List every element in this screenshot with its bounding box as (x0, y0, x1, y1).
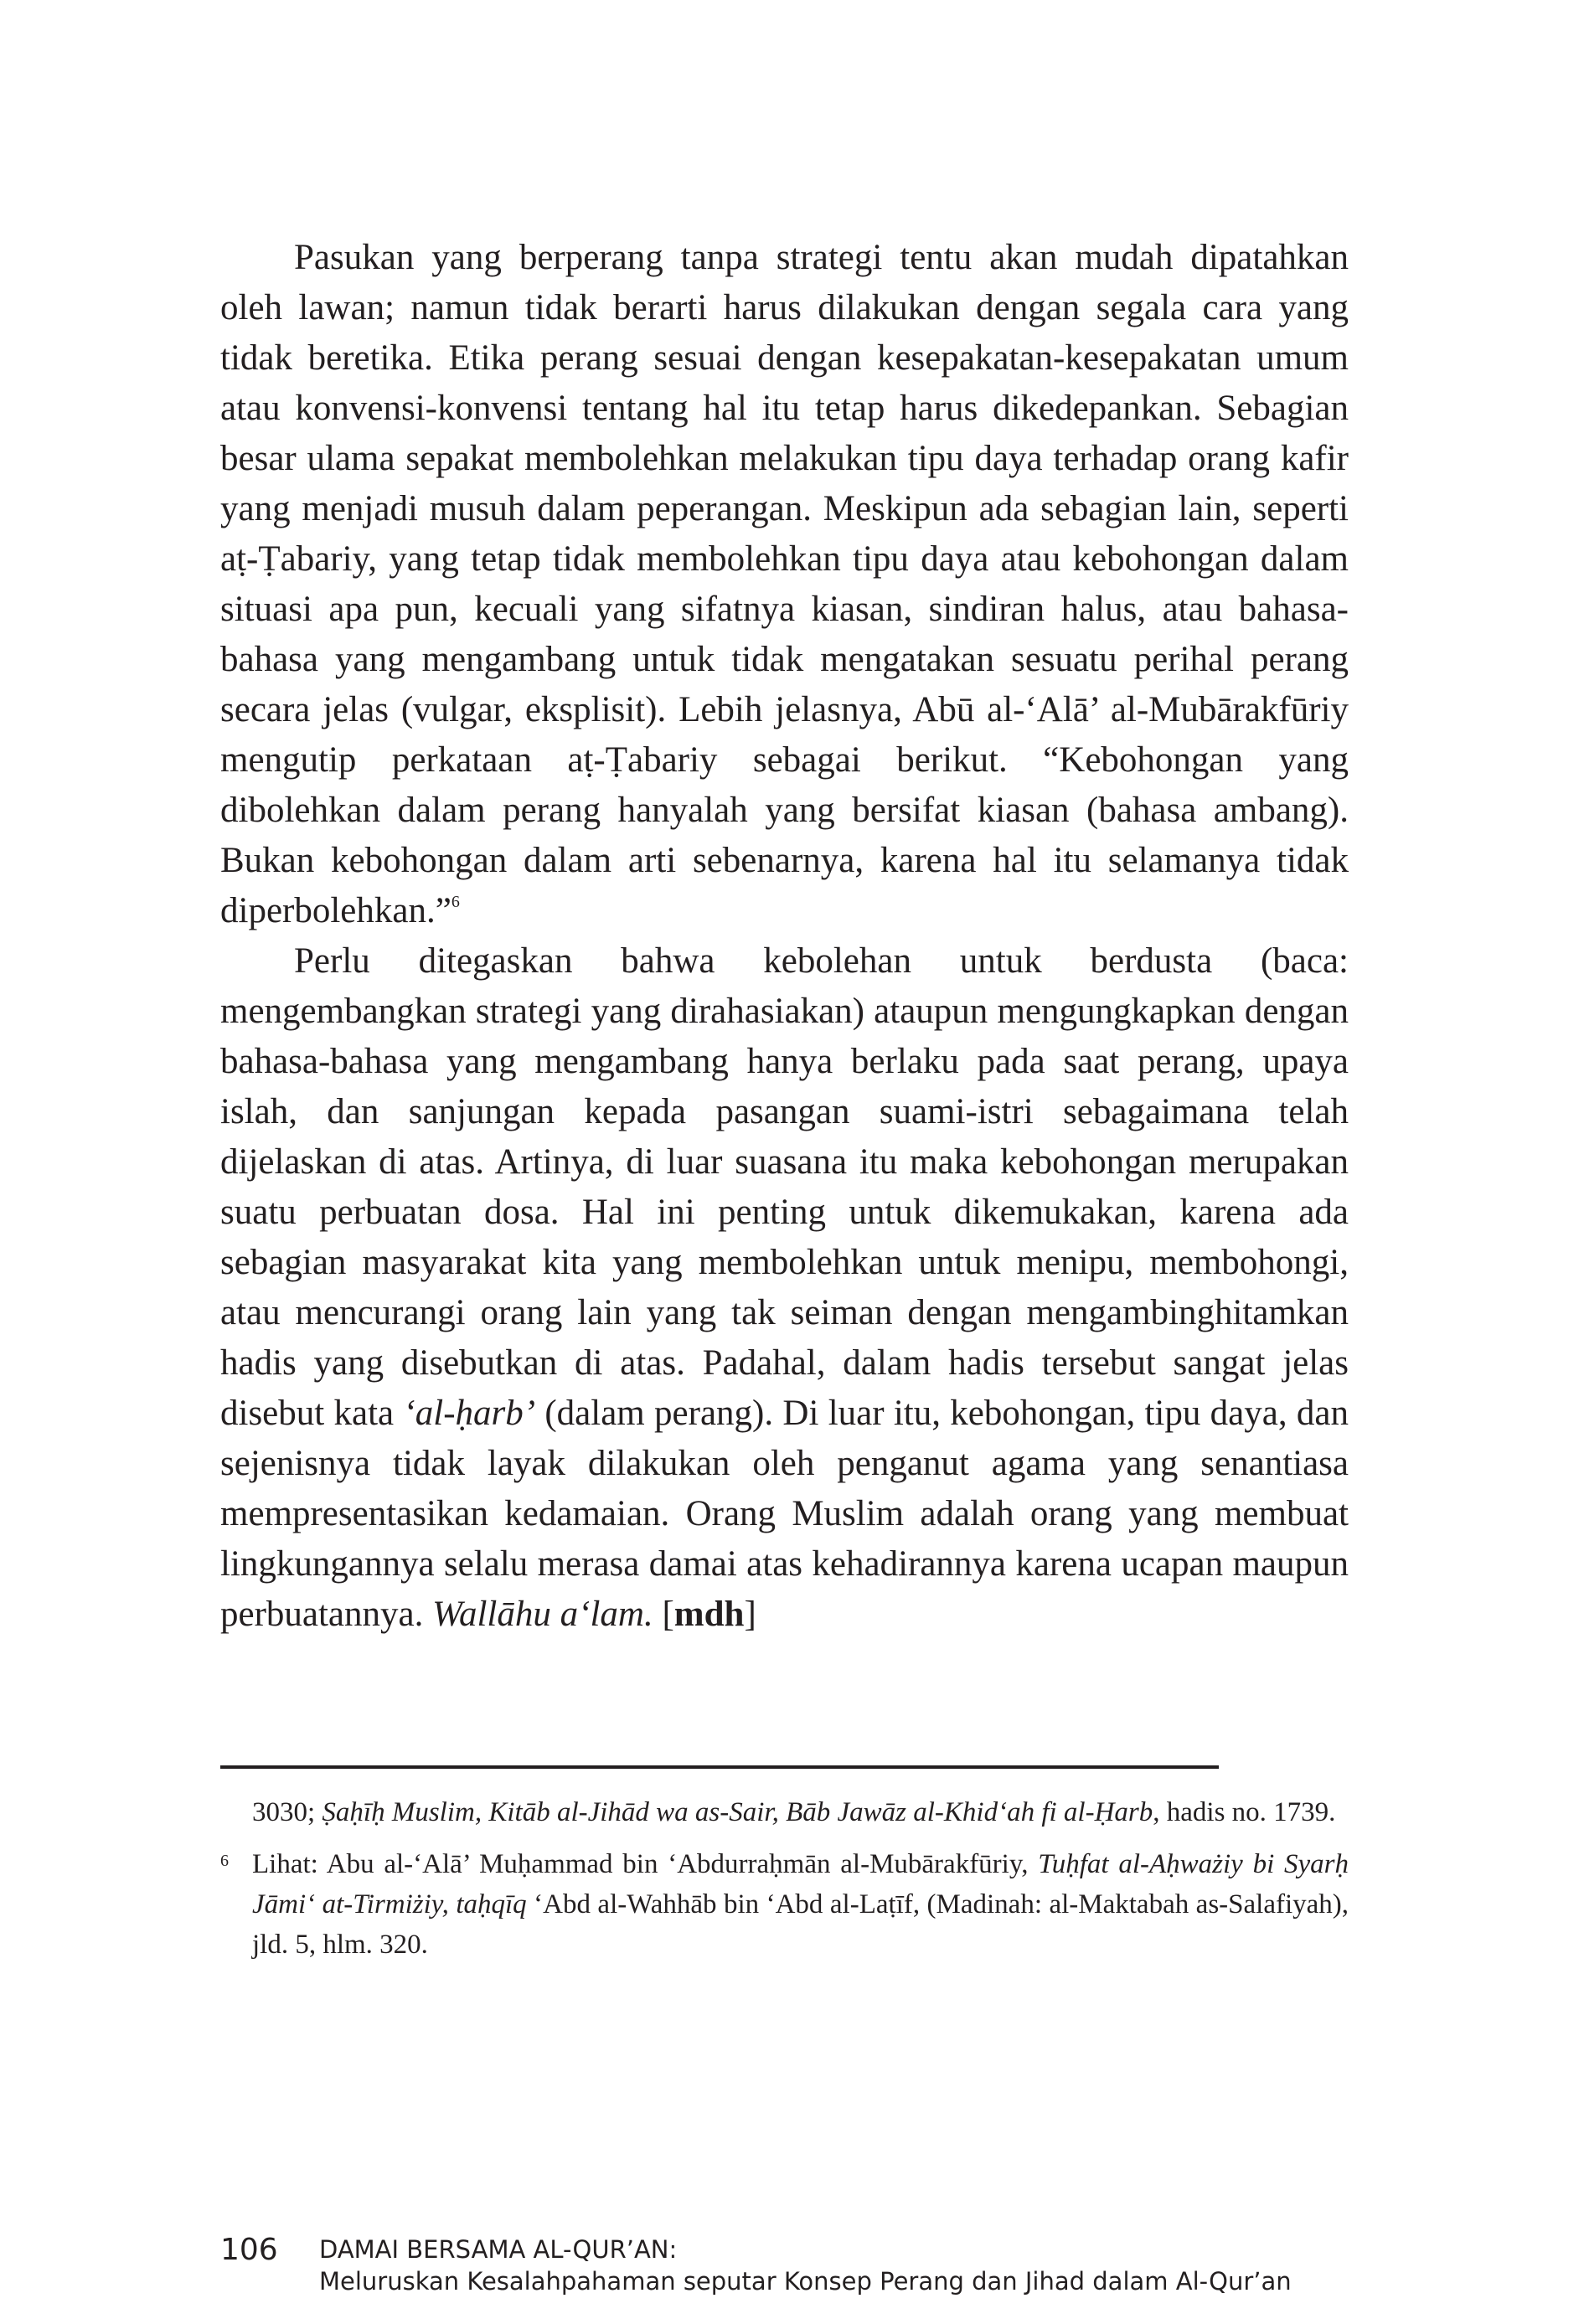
footnote-continued (220, 1792, 1349, 1832)
footnote-continued-b: , hadis no. 1739. (1153, 1797, 1336, 1827)
paragraph-1 (220, 233, 1349, 936)
term-al-harb: ‘al-ḥarb’ (403, 1394, 536, 1433)
book-title: DAMAI BERSAMA AL-QUR’AN: (319, 2235, 678, 2264)
page-number: 106 (220, 2233, 278, 2267)
footnote-6 (220, 1844, 1349, 1965)
footnote-6-text-b: ‘Abd al-Wahhāb bin ‘Abd al-Laṭīf, (Madinah: al-Maktabah as-Salafiyah), jld. 5, hlm. 320. (252, 1889, 1349, 1960)
footnote-continued-a: 3030; (252, 1797, 322, 1827)
footnote-6-text-a: Lihat: Abu al-‘Alā’ Muḥammad bin ‘Abdurraḥmān al-Mubārakfūriy, (252, 1849, 1039, 1879)
footnote-ref-6[interactable]: 6 (451, 893, 460, 911)
paragraph-2 (220, 936, 1349, 1640)
paragraph-2-text-a: Perlu ditegaskan bahwa kebolehan untuk berdusta (baca: mengembangkan strategi yang dirahasiakan) ataupun mengungkapkan dengan bahasa-bahasa yang mengambang hanya berlaku pada saat perang, upaya islah, dan sanjungan kepada pasangan suami-istri sebagaimana telah dijelaskan di atas. Artinya, di luar suasana itu maka kebohongan merupakan suatu perbuatan dosa. Hal ini penting untuk dikemukakan, karena ada sebagian masyarakat kita yang membolehkan untuk menipu, membohongi, atau mencurangi orang lain yang tak seiman dengan mengambinghitamkan hadis yang disebutkan di atas. Padahal, dalam hadis tersebut sangat jelas disebut kata (220, 941, 1349, 1433)
footnote-6-title: Tuḥfat al-Aḥważiy bi Syarḥ Jāmi‘ at-Tirmiżiy, taḥqīq (252, 1849, 1349, 1919)
paragraph-2-text-b: (dalam perang). Di luar itu, kebohongan, tipu daya, dan sejenisnya tidak layak dilakukan oleh penganut agama yang senantiasa mempresentasikan kedamaian. Orang Muslim adalah orang yang membuat lingkungannya selalu merasa damai atas kehadirannya karena ucapan maupun perbuatannya. (220, 1394, 1349, 1634)
main-text (220, 233, 1349, 1640)
paragraph-1-text: Pasukan yang berperang tanpa strategi tentu akan mudah dipatahkan oleh lawan; namun tidak berarti harus dilakukan dengan segala cara yang tidak beretika. Etika perang sesuai dengan kesepakatan-kesepakatan umum atau konvensi-konvensi tentang hal itu tetap harus dikedepankan. Sebagian besar ulama sepakat membolehkan melakukan tipu daya terhadap orang kafir yang menjadi musuh dalam peperangan. Meskipun ada sebagian lain, seperti aṭ-Ṭabariy, yang tetap tidak membolehkan tipu daya atau kebohongan dalam situasi apa pun, kecuali yang sifatnya kiasan, sindiran halus, atau bahasa-bahasa yang mengambang untuk tidak mengatakan sesuatu perihal perang secara jelas (vulgar, eksplisit). Lebih jelasnya, Abū al-‘Alā’ al-Mubārakfūriy mengutip perkataan aṭ-Ṭabariy sebagai berikut. “Kebohongan yang dibolehkan dalam perang hanyalah yang bersifat kiasan (bahasa ambang). Bukan kebohongan dalam arti sebenarnya, karena hal itu selamanya tidak diperbolehkan.” (220, 238, 1349, 930)
closing-phrase: Wallāhu a‘lam. (432, 1595, 653, 1634)
author-initials: mdh (673, 1595, 745, 1634)
footnote-continued-source: Ṣaḥīḥ Muslim, Kitāb al-Jihād wa as-Sair, Bāb Jawāz al-Khid‘ah fi al-Ḥarb (322, 1797, 1153, 1827)
footnotes (220, 1792, 1349, 1976)
bracket-open: [ (653, 1595, 674, 1634)
footnote-6-number: 6 (220, 1852, 229, 1870)
footnote-divider (220, 1765, 1219, 1769)
book-subtitle: Meluruskan Kesalahpahaman seputar Konsep Perang dan Jihad dalam Al-Qur’an (319, 2267, 1292, 2296)
bracket-close: ] (744, 1595, 756, 1634)
